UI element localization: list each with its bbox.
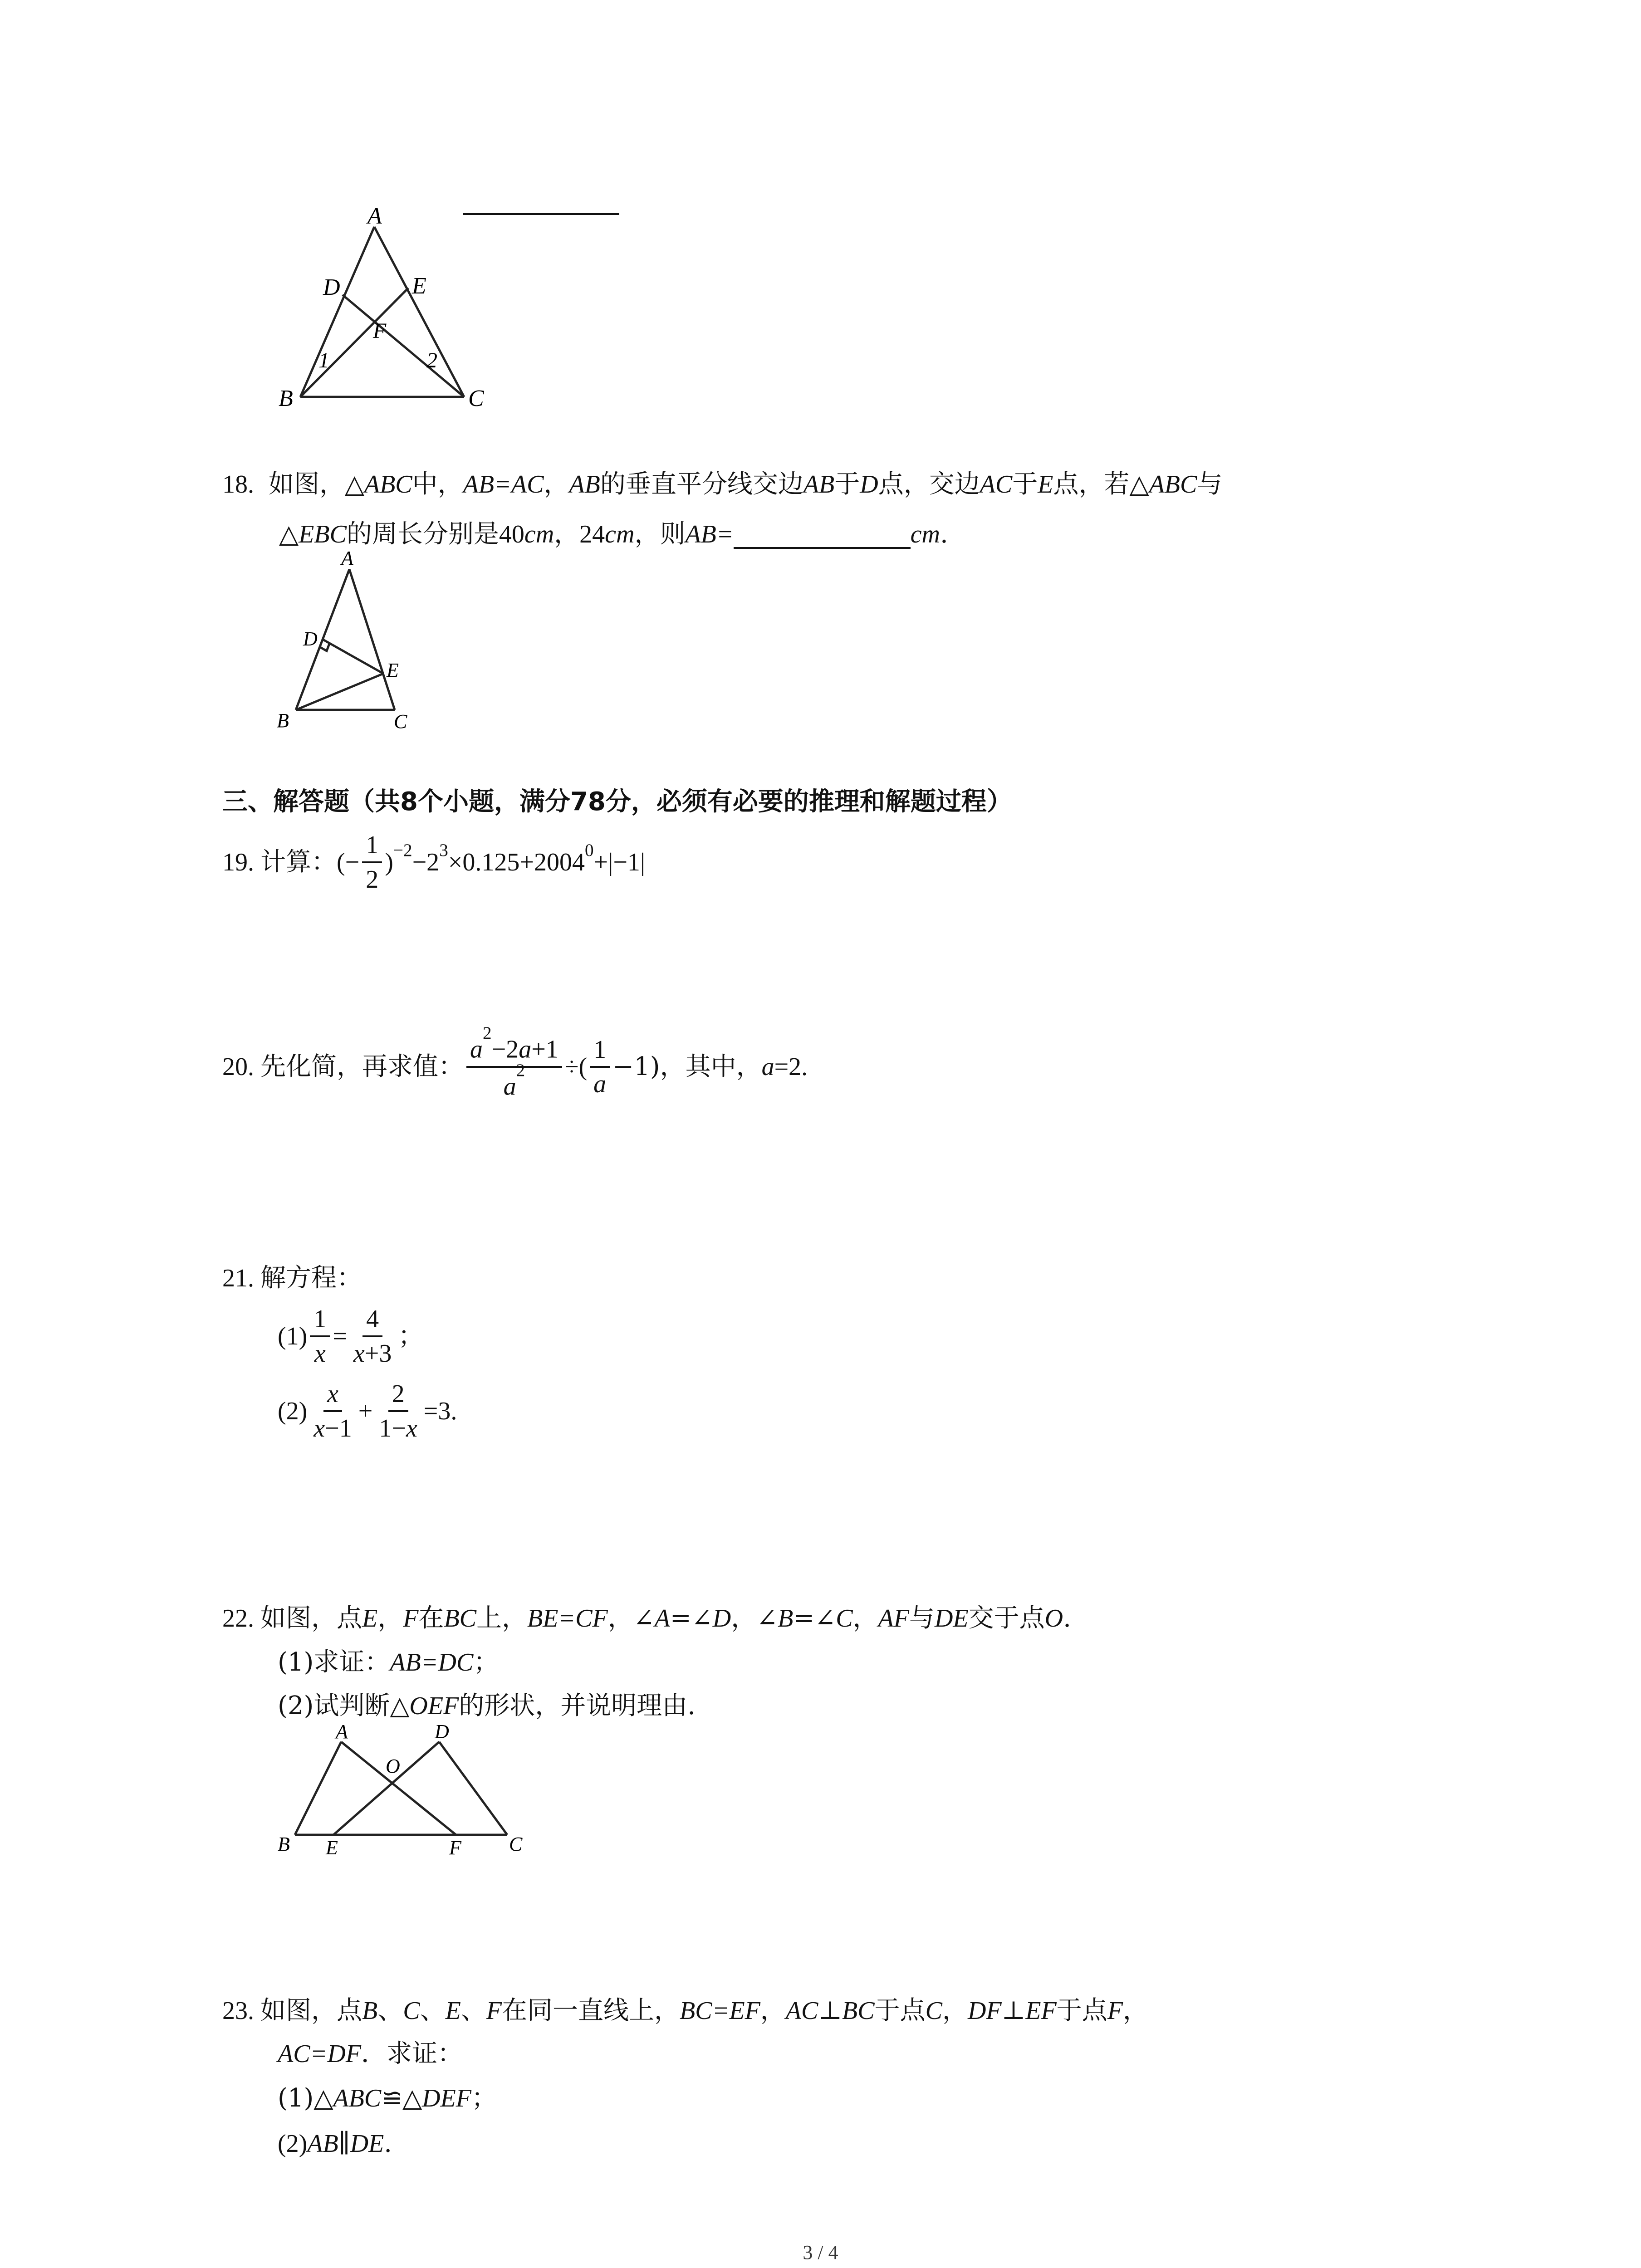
q23-number: 23. (222, 1997, 254, 2025)
fig17-angle-2: 2 (426, 348, 437, 372)
q18-number: 18. (222, 470, 254, 499)
fig22-label-e: E (326, 1837, 338, 1859)
fig18-label-a: A (341, 551, 353, 569)
q22-line-1: 22. 如图，点E，F在BC上，BE=CF，∠A=∠D，∠B=∠C，AF与DE交于点O. (222, 1603, 1071, 1633)
fig17-segment-cd (343, 295, 464, 397)
q21-number: 21. (222, 1264, 254, 1292)
fig22-label-o: O (386, 1755, 400, 1777)
q23-line-3: (1)△ABC≌△DEF； (278, 2083, 497, 2113)
page-number: 3 / 4 (803, 2241, 838, 2263)
q20-fraction-main: $\frac{a^2-2a+1}{a^2}$ (466, 1034, 562, 1099)
q20-fraction-inner: $\frac{1}{a}$ (590, 1037, 610, 1097)
fig17-label-a: A (367, 206, 382, 229)
q18-line-2: △EBC的周长分别是40cm，24cm，则AB= cm. (279, 519, 948, 549)
fig17-label-d: D (323, 274, 340, 300)
q21-part-2: (2) $\frac{x}{x-1}$ + $\frac{2}{1-x}$ =3. (278, 1380, 457, 1442)
q17-figure (272, 206, 508, 420)
q19-fraction: $\frac{1}{2}$ (362, 832, 382, 892)
q22-number: 22. (222, 1604, 254, 1633)
section-3-heading: 三、解答题（共8个小题，满分78分，必须有必要的推理和解题过程） (222, 787, 1012, 816)
fig18-segment-be (296, 674, 383, 710)
fig22-label-a: A (336, 1724, 348, 1743)
fig17-label-b: B (279, 386, 293, 411)
fig18-label-d: D (303, 628, 318, 650)
fig22-label-d: D (435, 1724, 449, 1743)
q19-line: 19. 计算： (− $\frac{1}{2}$ ) $^{-2}$ −2 $^3$ ×0.125+2004 $^0$ +|−1| (222, 831, 646, 894)
q19-number: 19. (222, 848, 254, 876)
q18-answer-blank[interactable] (734, 522, 911, 549)
fig17-label-e: E (412, 273, 426, 299)
q22-line-2: (1)求证：AB=DC； (278, 1647, 499, 1677)
q22-line-3: (2)试判断△OEF的形状，并说明理由. (278, 1691, 696, 1721)
q21-part-1: (1) $\frac{1}{x}$ = $\frac{4}{x+3}$ ； (278, 1305, 424, 1368)
fig17-side-ac (374, 227, 464, 397)
q18-line-1: 18. 如图，△ABC中，AB=AC，AB的垂直平分线交边AB于D点，交边AC于E点，若△ABC与 (222, 469, 1223, 499)
fig22-segment-ab (295, 1742, 341, 1835)
fig18-label-c: C (394, 710, 407, 733)
fig18-side-ac (349, 569, 395, 710)
q23-line-4: (2)AB∥DE. (278, 2129, 392, 2158)
fig17-label-c: C (468, 386, 484, 411)
fig22-label-b: B (278, 1833, 290, 1855)
fig18-label-b: B (277, 709, 289, 732)
fig18-label-e: E (387, 659, 399, 681)
q23-line-1: 23. 如图，点B、C、E、F在同一直线上，BC=EF，AC⊥BC于点C，DF⊥EF于点F， (222, 1996, 1148, 2025)
fig17-label-f: F (373, 319, 387, 343)
fig22-segment-dc (439, 1742, 507, 1835)
q22-figure (272, 1724, 526, 1860)
fig22-label-c: C (509, 1833, 523, 1855)
q20-line: 20. 先化简，再求值： $\frac{a^2-2a+1}{a^2}$ ÷( $\frac{1}{a}$ −1)，其中， a =2. (222, 1023, 808, 1101)
fig22-label-f: F (449, 1837, 461, 1859)
fig17-angle-1: 1 (318, 348, 329, 372)
q23-line-2: AC=DF．求证： (278, 2039, 463, 2068)
q18-figure (272, 551, 426, 742)
q20-number: 20. (222, 1052, 254, 1081)
q21-title: 21. 解方程： (222, 1263, 362, 1293)
